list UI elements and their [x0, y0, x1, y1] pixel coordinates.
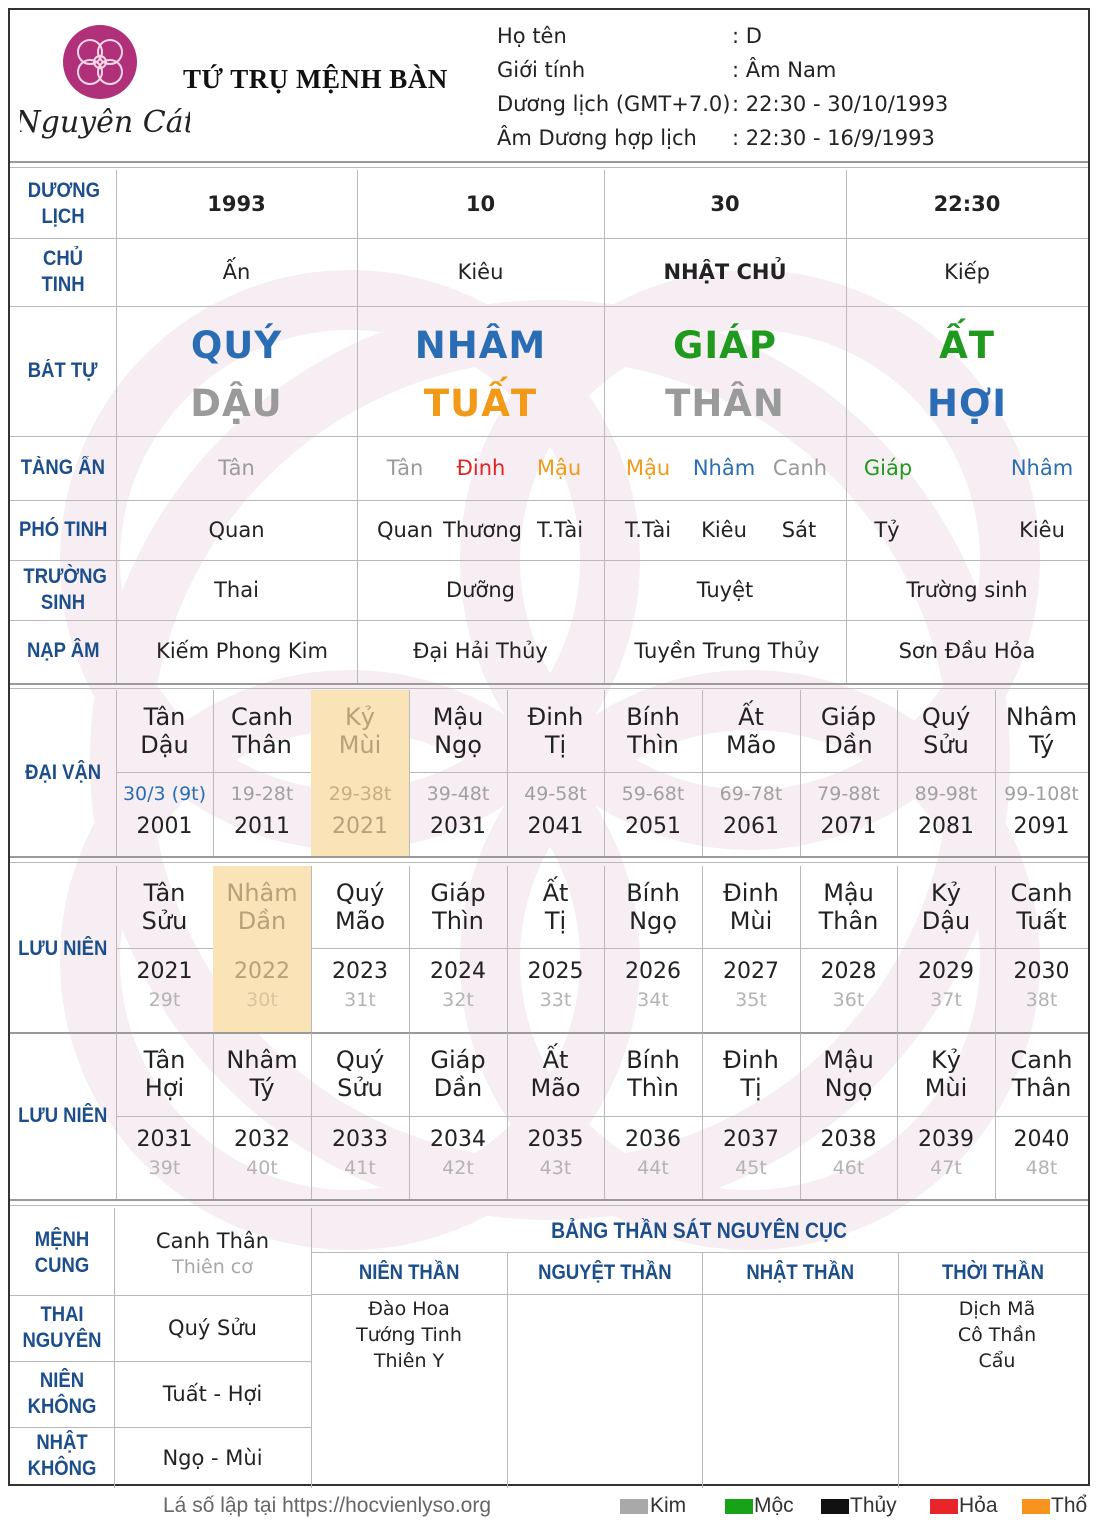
truong-sinh-hour: Trường sinh: [906, 578, 1028, 602]
can-chi-top: Nhâm: [226, 1046, 298, 1074]
can-chi-bottom: Ngọ: [629, 907, 677, 935]
can-chi-bottom: Mão: [725, 731, 777, 759]
pho-tinh-item: Thương: [443, 518, 522, 542]
pho-tinh-item: T.Tài: [536, 518, 584, 542]
bat-tu-can: NHÂM: [414, 323, 547, 367]
pho-tinh-item: Sát: [781, 518, 817, 542]
nap-am-year: Kiếm Phong Kim: [156, 639, 328, 663]
can-chi-bottom: Dậu: [921, 907, 971, 935]
year: 2022: [234, 958, 290, 984]
age: 40t: [246, 1157, 278, 1179]
grid-line: [116, 772, 1088, 773]
start-year: 2011: [234, 813, 290, 839]
can-chi-bottom: Thìn: [627, 731, 679, 759]
nap-am-day: Tuyền Trung Thủy: [634, 639, 820, 663]
can-chi-top: Canh: [1010, 1046, 1073, 1074]
tang-an-item: Đinh: [456, 456, 506, 480]
info-value: : Âm Nam: [732, 58, 837, 82]
can-chi-bottom: Tuất: [1016, 907, 1067, 935]
menh-cung-value: [114, 1210, 311, 1295]
can-chi-top: Canh: [1010, 879, 1073, 907]
row-label-truong-sinh: TRƯỜNG SINH: [23, 565, 107, 614]
can-chi-bottom: Mùi: [338, 731, 382, 759]
legend-swatch: [821, 1499, 849, 1514]
age: 31t: [344, 989, 376, 1011]
info-label: Âm Dương hợp lịch: [497, 126, 697, 150]
age-range: 39-48t: [426, 783, 490, 805]
can-chi-top: Nhâm: [226, 879, 298, 907]
can-chi-top: Đinh: [527, 703, 584, 731]
year: 2032: [234, 1126, 290, 1152]
than-sat-header-nien: NIÊN THẦN: [358, 1261, 460, 1284]
age: 43t: [539, 1157, 572, 1179]
can-chi-top: Tân: [143, 879, 186, 907]
row-label-chu-tinh: CHỦ TINH: [41, 247, 85, 296]
tang-an-item: Nhâm: [1010, 456, 1074, 480]
grid-line: [10, 862, 1088, 863]
start-year: 2021: [332, 813, 388, 839]
can-chi-top: Giáp: [430, 1046, 486, 1074]
tang-an-item: Canh: [772, 456, 828, 480]
age: 30t: [246, 989, 278, 1011]
pho-tinh-item: T.Tài: [624, 518, 672, 542]
duong-lich-day: 30: [710, 192, 740, 216]
can-chi-top: Bính: [626, 1046, 680, 1074]
info-value: : 22:30 - 30/10/1993: [732, 92, 949, 116]
can-chi-bottom: Thân: [1011, 1074, 1072, 1102]
can-chi-bottom: Dần: [824, 731, 873, 759]
nap-am-month: Đại Hải Thủy: [413, 639, 548, 663]
legend-label: Hỏa: [959, 1494, 998, 1517]
bat-tu-chi: TUẤT: [423, 381, 538, 425]
can-chi-top: Mậu: [432, 703, 484, 731]
legend-label: Kim: [650, 1494, 687, 1517]
can-chi-bottom: Tý: [249, 1074, 275, 1102]
can-chi-bottom: Dậu: [140, 731, 189, 759]
chu-tinh-year: Ấn: [222, 260, 251, 284]
age: 32t: [442, 989, 474, 1011]
can-chi-bottom: Sửu: [337, 1074, 383, 1102]
age-range: 89-98t: [914, 783, 978, 805]
info-block: [497, 24, 1057, 159]
can-chi-top: Đinh: [723, 879, 779, 907]
duong-lich-year: 1993: [207, 192, 266, 216]
age: 47t: [930, 1157, 962, 1179]
legend-label: Mộc: [754, 1494, 794, 1517]
year: 2025: [527, 958, 584, 984]
can-chi-bottom: Tị: [544, 731, 567, 759]
legend-swatch: [725, 1499, 753, 1514]
pho-tinh-item: Quan: [376, 518, 434, 542]
can-chi-bottom: Thìn: [432, 907, 484, 935]
info-label: Giới tính: [497, 58, 586, 82]
thoi-than-item: Dịch Mã: [958, 1298, 1036, 1320]
can-chi-bottom: Thân: [232, 731, 292, 759]
start-year: 2031: [430, 813, 486, 839]
year: 2029: [918, 958, 974, 984]
year: 2034: [430, 1126, 486, 1152]
age: 36t: [832, 989, 865, 1011]
year: 2036: [625, 1126, 681, 1152]
thoi-than-item: Cẩu: [978, 1350, 1016, 1372]
row-label-duong-lich: DƯƠNG LỊCH: [27, 179, 100, 228]
nhat-khong-label: NHẬT KHÔNG: [27, 1431, 97, 1480]
menh-cung-name: Canh Thân: [155, 1229, 270, 1253]
chu-tinh-month: Kiêu: [457, 260, 504, 284]
legend-swatch: [1022, 1499, 1050, 1514]
age: 41t: [344, 1157, 376, 1179]
pho-tinh-item: Kiêu: [1019, 518, 1065, 542]
pho-tinh-item: Kiêu: [701, 518, 747, 542]
info-label: Dương lịch (GMT+7.0): [497, 92, 731, 116]
grid-line: [10, 688, 1088, 689]
row-label-pho-tinh: PHÓ TINH: [18, 518, 108, 541]
start-year: 2061: [723, 813, 779, 839]
can-chi-bottom: Ngọ: [434, 731, 482, 759]
year: 2021: [136, 958, 193, 984]
can-chi-top: Bính: [626, 703, 680, 731]
menh-cung-label: MỆNH CUNG: [34, 1227, 90, 1277]
thai-nguyen-value: Quý Sửu: [168, 1316, 257, 1340]
year: 2039: [918, 1126, 974, 1152]
bat-tu-chi: THÂN: [665, 381, 785, 425]
chu-tinh-day: NHẬT CHỦ: [663, 260, 787, 284]
than-sat-header-nguyet: NGUYỆT THẦN: [537, 1261, 672, 1284]
can-chi-bottom: Mùi: [729, 907, 773, 935]
nien-than-item: Thiên Y: [373, 1350, 445, 1372]
can-chi-top: Mậu: [823, 879, 874, 907]
start-year: 2051: [625, 813, 681, 839]
can-chi-top: Quý: [921, 703, 971, 731]
age: 44t: [637, 1157, 669, 1179]
thoi-than-list: [898, 1296, 1096, 1386]
grid-line: [116, 1116, 1088, 1117]
start-year: 2071: [820, 813, 877, 839]
year: 2037: [723, 1126, 779, 1152]
legend-swatch: [620, 1499, 648, 1514]
age: 42t: [442, 1157, 474, 1179]
menh-cung-sub: Thiên cơ: [172, 1256, 253, 1278]
year: 2035: [527, 1126, 584, 1152]
age: 34t: [637, 989, 669, 1011]
start-year: 2081: [918, 813, 974, 839]
start-year: 2091: [1013, 813, 1070, 839]
bat-tu-month: [357, 306, 604, 436]
bat-tu-chi: HỢI: [926, 381, 1008, 425]
svg-text:Nguyên Cát: Nguyên Cát: [20, 105, 190, 140]
nhat-khong-value: Ngọ - Mùi: [162, 1446, 263, 1470]
can-chi-bottom: Mão: [530, 1074, 581, 1102]
legend: [618, 1494, 1088, 1522]
chart-title: TỨ TRỤ MỆNH BÀN: [183, 64, 448, 94]
can-chi-top: Ất: [542, 1046, 569, 1074]
nap-am-hour: Sơn Đầu Hỏa: [898, 639, 1036, 663]
start-year: 2001: [136, 813, 193, 839]
row-label-tang-an: TÀNG ẨN: [20, 456, 106, 479]
age: 45t: [735, 1157, 767, 1179]
can-chi-top: Kỷ: [931, 879, 961, 907]
info-label: Họ tên: [497, 24, 567, 48]
than-sat-title: BẢNG THẦN SÁT NGUYÊN CỤC: [551, 1218, 848, 1243]
lotus-logo-icon: [20, 20, 190, 150]
grid-line: [311, 1294, 1088, 1295]
age-range: 49-58t: [524, 783, 587, 805]
tang-an-item: Tân: [386, 456, 424, 480]
row-label-bat-tu: BÁT TỰ: [28, 359, 98, 382]
can-chi-bottom: Tị: [740, 1074, 762, 1102]
bat-tu-can: GIÁP: [673, 323, 777, 367]
can-chi-bottom: Tị: [544, 907, 567, 935]
can-chi-bottom: Hợi: [144, 1074, 185, 1102]
year: 2024: [430, 958, 486, 984]
truong-sinh-day: Tuyệt: [696, 578, 754, 602]
can-chi-bottom: Tý: [1028, 731, 1055, 759]
bat-tu-can: QUÝ: [190, 323, 283, 367]
bat-tu-can: ẤT: [939, 323, 995, 367]
footer-source: Lá số lập tại https://hocvienlyso.org: [163, 1494, 492, 1517]
year: 2031: [136, 1126, 193, 1152]
year: 2027: [723, 958, 779, 984]
tang-an-item: Mậu: [536, 456, 582, 480]
can-chi-top: Mậu: [823, 1046, 874, 1074]
nien-than-item: Đào Hoa: [368, 1298, 450, 1320]
nien-than-list: [311, 1296, 507, 1386]
chu-tinh-hour: Kiếp: [944, 260, 990, 284]
can-chi-top: Quý: [335, 1046, 385, 1074]
pho-tinh-item: Tỷ: [874, 518, 900, 542]
can-chi-top: Giáp: [820, 703, 877, 731]
age-range: 69-78t: [719, 783, 783, 805]
duong-lich-hour: 22:30: [933, 192, 1001, 216]
age: 33t: [539, 989, 572, 1011]
bat-tu-day: [604, 306, 846, 436]
legend-label: Thổ: [1051, 1494, 1088, 1517]
than-sat-header-nhat: NHẬT THẦN: [746, 1261, 854, 1284]
truong-sinh-month: Dưỡng: [446, 578, 515, 602]
info-value: : D: [732, 24, 762, 48]
year: 2040: [1013, 1126, 1070, 1152]
age-range: 19-28t: [230, 783, 294, 805]
luu-nien-label: LƯU NIÊN: [18, 1104, 108, 1127]
can-chi-bottom: Sửu: [141, 907, 188, 935]
can-chi-top: Kỷ: [931, 1046, 961, 1074]
can-chi-top: Quý: [335, 879, 385, 907]
grid-line: [10, 1032, 1088, 1034]
tang-an-item: Tân: [218, 456, 255, 480]
duong-lich-month: 10: [465, 192, 496, 216]
bat-tu-chi: DẬU: [190, 381, 283, 425]
age: 37t: [930, 989, 962, 1011]
row-label-nap-am: NẠP ÂM: [26, 639, 100, 662]
logo: [20, 20, 190, 150]
thai-nguyen-label: THAI NGUYÊN: [22, 1303, 102, 1352]
can-chi-bottom: Mùi: [924, 1074, 968, 1102]
thoi-than-item: Cô Thần: [957, 1324, 1037, 1346]
can-chi-top: Bính: [626, 879, 680, 907]
can-chi-top: Tân: [143, 703, 186, 731]
dai-van-label: ĐẠI VẬN: [25, 761, 101, 784]
grid-line: [10, 1199, 1088, 1201]
can-chi-top: Kỷ: [345, 703, 375, 731]
tang-an-item: Giáp: [863, 456, 913, 480]
age: 29t: [148, 989, 181, 1011]
age-range: 79-88t: [817, 783, 880, 805]
can-chi-bottom: Dần: [433, 1074, 483, 1102]
can-chi-top: Ất: [542, 879, 569, 907]
age-range: 29-38t: [328, 783, 392, 805]
legend-swatch: [930, 1499, 958, 1514]
can-chi-top: Nhâm: [1005, 703, 1078, 731]
grid-line: [10, 856, 1088, 858]
tang-an-item: Nhâm: [692, 456, 756, 480]
age: 39t: [148, 1157, 181, 1179]
can-chi-top: Ất: [738, 703, 764, 731]
truong-sinh-year: Thai: [214, 578, 259, 602]
can-chi-bottom: Ngọ: [824, 1074, 873, 1102]
than-sat-header-thoi: THỜI THẦN: [942, 1261, 1044, 1284]
can-chi-bottom: Thìn: [627, 1074, 679, 1102]
year: 2028: [820, 958, 877, 984]
can-chi-top: Tân: [143, 1046, 186, 1074]
can-chi-top: Đinh: [723, 1046, 779, 1074]
age: 48t: [1025, 1157, 1058, 1179]
tang-an-item: Mậu: [625, 456, 671, 480]
grid-line: [10, 1205, 1088, 1206]
can-chi-bottom: Dần: [237, 907, 287, 935]
nien-than-item: Tướng Tinh: [356, 1324, 462, 1346]
info-value: : 22:30 - 16/9/1993: [732, 126, 935, 150]
age: 46t: [832, 1157, 865, 1179]
pho-tinh-item: Quan: [208, 518, 265, 542]
legend-label: Thủy: [850, 1494, 897, 1517]
age-range: 99-108t: [1004, 783, 1079, 805]
grid-line: [10, 683, 1088, 685]
year: 2038: [820, 1126, 877, 1152]
bat-tu-hour: [846, 306, 1088, 436]
year: 2026: [625, 958, 681, 984]
start-year: 2041: [527, 813, 584, 839]
nien-khong-value: Tuất - Hợi: [162, 1382, 263, 1406]
can-chi-top: Canh: [231, 703, 293, 731]
can-chi-bottom: Mão: [334, 907, 386, 935]
age: 35t: [735, 989, 767, 1011]
age: 38t: [1025, 989, 1058, 1011]
can-chi-top: Giáp: [430, 879, 486, 907]
luu-nien-label: LƯU NIÊN: [18, 937, 108, 960]
nien-khong-label: NIÊN KHÔNG: [27, 1369, 97, 1418]
can-chi-bottom: Thân: [818, 907, 879, 935]
can-chi-bottom: Sửu: [923, 731, 969, 759]
year: 2023: [332, 958, 388, 984]
year: 2033: [332, 1126, 388, 1152]
year: 2030: [1013, 958, 1070, 984]
age-range: 30/3 (9t): [122, 783, 207, 805]
bat-tu-year: [116, 306, 357, 436]
age-range: 59-68t: [621, 783, 685, 805]
